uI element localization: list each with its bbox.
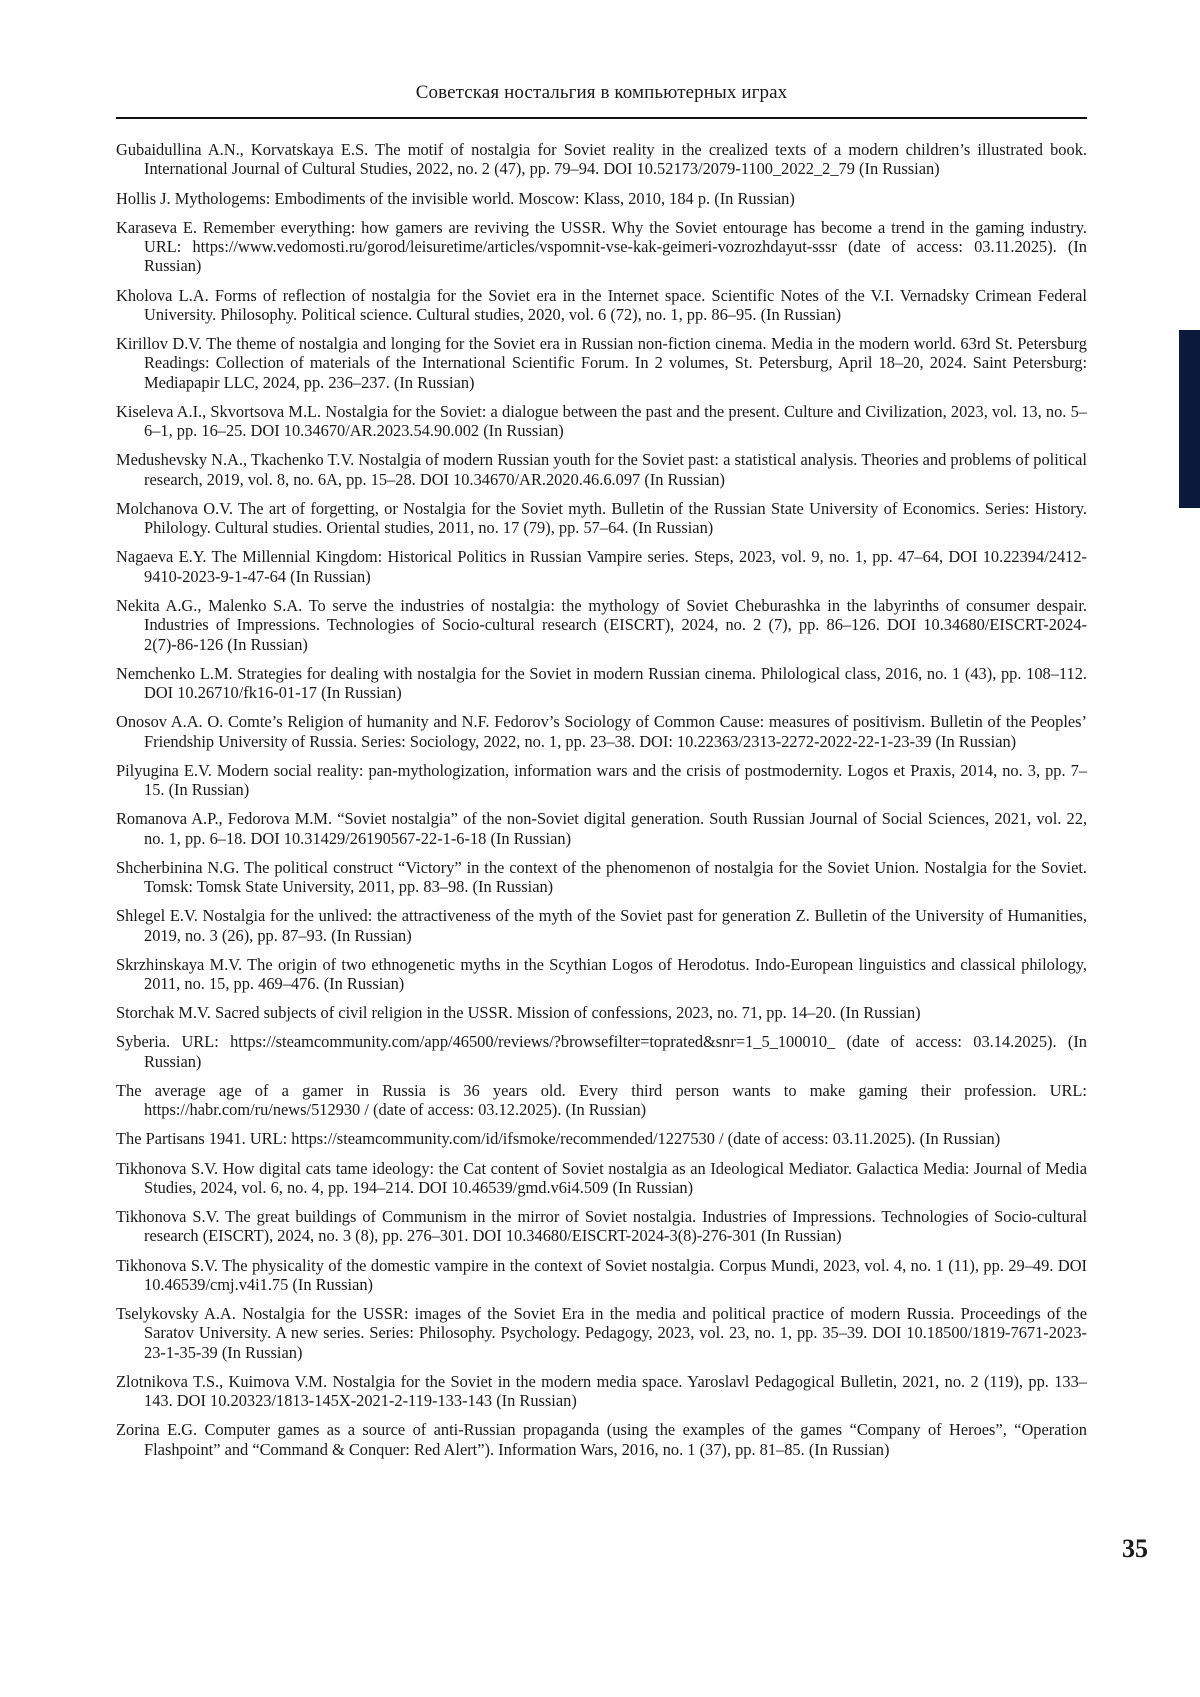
reference-item: Nagaeva E.Y. The Millennial Kingdom: Historical Politics in Russian Vampire series. Steps, 2023, vol. 9, no. 1, pp. 47–64, DOI 10.22394/2412-9410-2023-9-1-47-64 (In Russian) [116, 547, 1087, 586]
reference-item: Pilyugina E.V. Modern social reality: pan-mythologization, information wars and the crisis of postmodernity. Logos et Praxis, 2014, no. 3, pp. 7–15. (In Russian) [116, 760, 1087, 800]
reference-item: Zorina E.G. Computer games as a source of anti-Russian propaganda (using the examples of the games “Company of Heroes”, “Operation Flashpoint” and “Command & Conquer: Red Alert”). Information Wars, 2016, no. 1 (37), pp. 81–85. (In Russian) [116, 1420, 1087, 1459]
reference-item: Tikhonova S.V. The physicality of the domestic vampire in the context of Soviet nostalgia. Corpus Mundi, 2023, vol. 4, no. 1 (11), pp. 29–49. DOI 10.46539/cmj.v4i1.75 (In Russian) [116, 1255, 1087, 1294]
reference-item: Romanova A.P., Fedorova M.M. “Soviet nostalgia” of the non-Soviet digital generation. South Russian Journal of Social Sciences, 2021, vol. 22, no. 1, pp. 6–18. DOI 10.31429/26190567-22-1-6-18 (In Russian) [116, 809, 1087, 848]
reference-item: Kholova L.A. Forms of reflection of nostalgia for the Soviet era in the Internet space. Scientific Notes of the V.I. Vernadsky Crimean Federal University. Philosophy. Political science. Cultural studies, 2020, vol. 6 (72), no. 1, pp. 86–95. (In Russian) [116, 285, 1087, 324]
reference-item: Hollis J. Mythologems: Embodiments of the invisible world. Moscow: Klass, 2010, 184 p. (In Russian) [116, 188, 795, 208]
reference-item: Kiseleva A.I., Skvortsova M.L. Nostalgia for the Soviet: a dialogue between the past and the present. Culture and Civilization, 2023, vol. 13, no. 5–6–1, pp. 16–25. DOI 10.34670/AR.2023.54.90.002 (In Russian) [116, 401, 1087, 441]
reference-item: Storchak M.V. Sacred subjects of civil religion in the USSR. Mission of confessions, 2023, no. 71, pp. 14–20. (In Russian) [116, 1003, 921, 1023]
reference-item: The Partisans 1941. URL: https://steamcommunity.com/id/ifsmoke/recommended/1227530 / (date of access: 03.11.2025). (In Russian) [116, 1129, 1001, 1149]
running-header: Советская ностальгия в компьютерных играх [415, 82, 788, 103]
reference-item: Zlotnikova T.S., Kuimova V.M. Nostalgia for the Soviet in the modern media space. Yaroslavl Pedagogical Bulletin, 2021, no. 2 (119), pp. 133–143. DOI 10.20323/1813-145X-2021-2-119-133-143 (In Russian) [116, 1371, 1087, 1411]
reference-item: Skrzhinskaya M.V. The origin of two ethnogenetic myths in the Scythian Logos of Herodotus. Indo-European linguistics and classical philology, 2011, no. 15, pp. 469–476. (In Russian) [116, 954, 1087, 994]
page-number: 35 [1122, 1534, 1148, 1563]
reference-item: Shcherbinina N.G. The political construct “Victory” in the context of the phenomenon of nostalgia for the Soviet Union. Nostalgia for the Soviet. Tomsk: Tomsk State University, 2011, pp. 83–98. (In Russian) [116, 857, 1087, 897]
reference-list [116, 140, 1087, 1469]
reference-item: The average age of a gamer in Russia is 36 years old. Every third person wants to make gaming their profession. URL: https://habr.com/ru/news/512930 / (date of access: 03.12.2025). (In Russian) [116, 1080, 1087, 1120]
reference-item: Shlegel E.V. Nostalgia for the unlived: the attractiveness of the myth of the Soviet past for generation Z. Bulletin of the University of Humanities, 2019, no. 3 (26), pp. 87–93. (In Russian) [116, 906, 1087, 945]
reference-item: Tselykovsky A.A. Nostalgia for the USSR: images of the Soviet Era in the media and political practice of modern Russia. Proceedings of the Saratov University. A new series. Series: Philosophy. Psychology. Pedagogy, 2023, vol. 23, no. 1, pp. 35–39. DOI 10.18500/1819-7671-2023-23-1-35-39 (In Russian) [116, 1304, 1087, 1362]
reference-item: Karaseva E. Remember everything: how gamers are reviving the USSR. Why the Soviet entourage has become a trend in the gaming industry. URL: https://www.vedomosti.ru/gorod/leisuretime/articles/vspomnit-vse-kak-geimeri-vozrozhdayut-sssr (date of access: 03.11.2025). (In Russian) [116, 217, 1087, 276]
reference-item: Nemchenko L.M. Strategies for dealing with nostalgia for the Soviet in modern Russian cinema. Philological class, 2016, no. 1 (43), pp. 108–112. DOI 10.26710/fk16-01-17 (In Russian) [116, 663, 1087, 703]
section-side-tab [1179, 330, 1200, 508]
header-rule [116, 117, 1087, 119]
reference-item: Tikhonova S.V. The great buildings of Communism in the mirror of Soviet nostalgia. Industries of Impressions. Technologies of Socio-cultural research (EISCRT), 2024, no. 3 (8), pp. 276–301. DOI 10.34680/EISCRT-2024-3(8)-276-301 (In Russian) [116, 1207, 1087, 1246]
reference-item: Syberia. URL: https://steamcommunity.com/app/46500/reviews/?browsefilter=toprated&snr=1_5_100010_ (date of access: 03.14.2025). (In Russian) [116, 1032, 1087, 1071]
reference-item: Onosov A.A. O. Comte’s Religion of humanity and N.F. Fedorov’s Sociology of Common Cause: measures of positivism. Bulletin of the Peoples’ Friendship University of Russia. Series: Sociology, 2022, no. 1, pp. 23–38. DOI: 10.22363/2313-2272-2022-22-1-23-39 (In Russian) [116, 712, 1087, 751]
reference-item: Nekita A.G., Malenko S.A. To serve the industries of nostalgia: the mythology of Soviet Cheburashka in the labyrinths of consumer despair. Industries of Impressions. Technologies of Socio-cultural research (EISCRT), 2024, no. 2 (7), pp. 86–126. DOI 10.34680/EISCRT-2024-2(7)-86-126 (In Russian) [116, 595, 1087, 654]
reference-item: Kirillov D.V. The theme of nostalgia and longing for the Soviet era in Russian non-fiction cinema. Media in the modern world. 63rd St. Petersburg Readings: Collection of materials of the International Scientific Forum. In 2 volumes, St. Petersburg, April 18–20, 2024. Saint Petersburg: Mediapapir LLC, 2024, pp. 236–237. (In Russian) [116, 334, 1087, 392]
reference-item: Tikhonova S.V. How digital cats tame ideology: the Cat content of Soviet nostalgia as an Ideological Mediator. Galactica Media: Journal of Media Studies, 2024, vol. 6, no. 4, pp. 194–214. DOI 10.46539/gmd.v6i4.509 (In Russian) [116, 1158, 1087, 1197]
reference-item: Gubaidullina A.N., Korvatskaya E.S. The motif of nostalgia for Soviet reality in the crealized texts of a modern children’s illustrated book. International Journal of Cultural Studies, 2022, no. 2 (47), pp. 79–94. DOI 10.52173/2079-1100_2022_2_79 (In Russian) [116, 140, 1087, 179]
reference-item: Molchanova O.V. The art of forgetting, or Nostalgia for the Soviet myth. Bulletin of the Russian State University of Economics. Series: History. Philology. Cultural studies. Oriental studies, 2011, no. 17 (79), pp. 57–64. (In Russian) [116, 498, 1087, 538]
reference-item: Medushevsky N.A., Tkachenko T.V. Nostalgia of modern Russian youth for the Soviet past: a statistical analysis. Theories and problems of political research, 2019, vol. 8, no. 6A, pp. 15–28. DOI 10.34670/AR.2020.46.6.097 (In Russian) [116, 450, 1087, 489]
